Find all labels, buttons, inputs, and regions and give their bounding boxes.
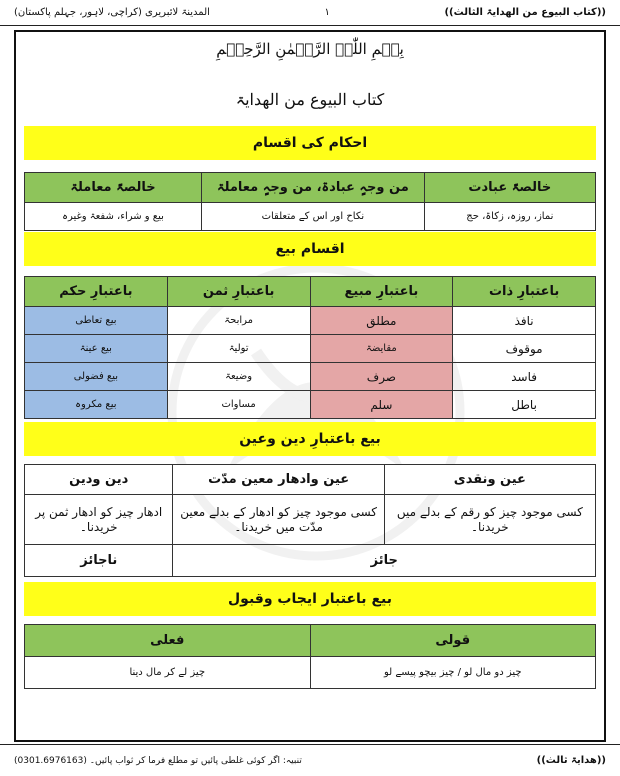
page-frame [14,30,606,742]
page-header [0,0,620,26]
header-book-name: ((کتاب البیوع من الھدایۃ الثالث)) [444,7,606,18]
aqsam-cell: بیع عینۃ [25,335,168,363]
aqsam-cell: وضیعۃ [167,363,310,391]
aqsam-cell: مساوات [167,391,310,419]
aqsam-cell: بیع فضولی [25,363,168,391]
dayn-ayn-header-cell: عین وادھار معین مدّت [173,465,384,495]
footer-notice: تنبیہ: اگر کوئی غلطی پائیں تو مطلع فرما کر ثواب پائیں۔ (0301.6976163) [14,755,302,766]
ijab-qabul-header-cell: فعلی [25,625,311,657]
aqsam-cell: فاسد [453,363,596,391]
table-row [25,391,596,419]
table-row [25,363,596,391]
aqsam-cell: سلم [310,391,453,419]
page-footer [0,744,620,776]
ijab-qabul-cell: چیز دو مال لو / چیز بیچو پیسے لو [310,657,596,689]
ahkam-header-cell: من وجہٍ عبادۃ، من وجہٍ معاملۃ [202,173,425,203]
header-page-number: ۱ [324,7,330,18]
page-title: کتاب البیوع من الھدایۃ [235,90,385,109]
section-banner-dayn-ayn: بیع باعتبارِ دین وعین [24,422,596,456]
valid-label: جائز [173,545,596,577]
ijab-qabul-table [24,624,596,689]
aqsam-cell: موقوف [453,335,596,363]
aqsam-cell: نافذ [453,307,596,335]
aqsam-cell: بیع مکروہ [25,391,168,419]
dayn-ayn-header-cell: عین ونقدی [384,465,595,495]
ahkam-cell: نماز، روزہ، زکاۃ، حج [424,203,595,231]
header-publisher: المدینۃ لائبریری (کراچی، لاہور، جہلم پاکستان) [14,7,210,18]
ahkam-cell: نکاح اور اس کے متعلقات [202,203,425,231]
invalid-label: ناجائز [25,545,173,577]
aqsam-cell: مطلق [310,307,453,335]
footer-book-tag: ((ھدایۃ ثالث)) [536,755,606,766]
ahkam-header-cell: خالصۃً معاملۃ [25,173,202,203]
dayn-ayn-description: ادھار چیز کو ادھار ثمن پر خریدنا۔ [25,495,173,545]
aqsam-header-cell: باعتبارِ ثمن [167,277,310,307]
ahkam-table [24,172,596,231]
section-banner-ijab-qabul: بیع باعتبار ایجاب وقبول [24,582,596,616]
aqsam-cell: صرف [310,363,453,391]
aqsam-bay-table [24,276,596,419]
aqsam-header-cell: باعتبارِ مبیع [310,277,453,307]
aqsam-cell: بیع تعاطی [25,307,168,335]
dayn-ayn-table [24,464,596,577]
table-row [25,307,596,335]
section-banner-ahkam: احکام کی اقسام [24,126,596,160]
ijab-qabul-cell: چیز لے کر مال دینا [25,657,311,689]
aqsam-cell: مقایضۃ [310,335,453,363]
ijab-qabul-header-cell: قولی [310,625,596,657]
bismillah: بِسۡمِ اللّٰہِ الرَّحۡمٰنِ الرَّحِیۡمِ [216,40,404,58]
dayn-ayn-description: کسی موجود چیز کو رقم کے بدلے میں خریدنا۔ [384,495,595,545]
aqsam-cell: تولیۃ [167,335,310,363]
aqsam-cell: باطل [453,391,596,419]
dayn-ayn-description: کسی موجود چیز کو ادھار کے بدلے معین مدّت میں خریدنا۔ [173,495,384,545]
aqsam-cell: مرابحۃ [167,307,310,335]
dayn-ayn-header-cell: دین ودین [25,465,173,495]
ahkam-cell: بیع و شراء، شفعۃ وغیرہ [25,203,202,231]
aqsam-header-cell: باعتبارِ ذات [453,277,596,307]
ahkam-header-cell: خالصۃً عبادت [424,173,595,203]
aqsam-header-cell: باعتبارِ حکم [25,277,168,307]
table-row [25,335,596,363]
section-banner-aqsam: اقسام بیع [24,232,596,266]
